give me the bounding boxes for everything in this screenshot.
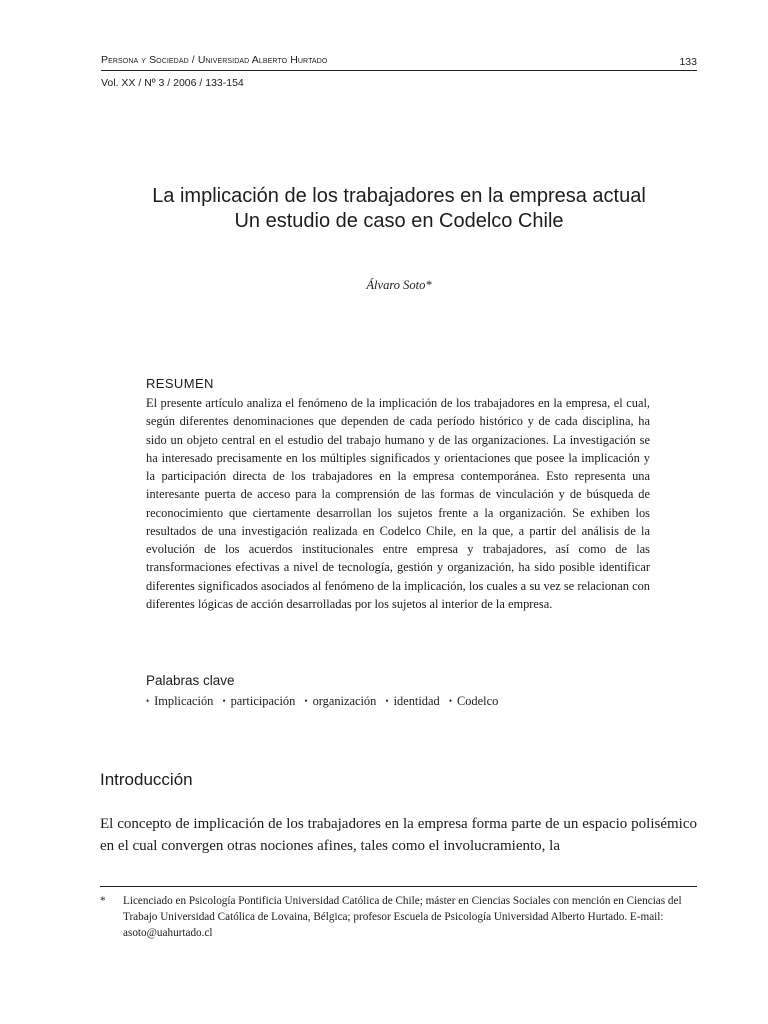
bullet-icon: • [222, 696, 226, 706]
issue-info: Vol. XX / Nº 3 / 2006 / 133-154 [101, 77, 244, 89]
abstract-section [146, 376, 650, 613]
journal-name: Persona y Sociedad / Universidad Alberto Hurtado [101, 54, 328, 66]
footnote-row [100, 893, 697, 941]
bullet-icon: • [385, 696, 389, 706]
page-number: 133 [679, 56, 697, 68]
footnote-text: Licenciado en Psicología Pontificia Universidad Católica de Chile; máster en Ciencias Sociales con mención en Ciencias del Trabajo Universidad Católica de Lovaina, Bélgica; profesor Escuela de Psicología Universidad Alberto Hurtado. E-mail: asoto@uahurtado.cl [123, 895, 682, 939]
abstract-body: El presente artículo analiza el fenómeno de la implicación de los trabajadores en la empresa, el cual, según diferentes denominaciones que dependen de cada período histórico y de cada disciplina, ha sido un objeto central en el estudio del trabajo humano y de las organizaciones. La investigación se ha interesado precisamente en los múltiples significados y orientaciones que posee la implicación y la participación directa de los trabajadores en la empresa contemporánea. Esto representa una interesante puerta de acceso para la comprensión de las formas de vinculación y de búsqueda de reconocimiento que ciertamente desarrollan los sujetos frente a la organización. Se exhiben los resultados de una investigación realizada en Codelco Chile, en la que, a partir del análisis de la evolución de los acuerdos institucionales entre empresa y trabajadores, así como de las transformaciones efectivas a nivel de tecnología, gestión y organización, ha sido posible identificar diferentes significados asociados al fenómeno de la implicación, los cuales a su vez se relacionan con diferentes lógicas de acción desarrolladas por los sujetos al interior de la empresa. [146, 396, 650, 611]
introduction-paragraph: El concepto de implicación de los trabajadores en la empresa forma parte de un espacio polisémico en el cual convergen otras nociones afines, tales como el involucramiento, la [100, 816, 697, 854]
bullet-icon: • [146, 696, 150, 706]
journal-line [101, 54, 697, 68]
header-rule [101, 70, 697, 71]
section-heading: Introducción [100, 770, 193, 789]
keyword-item [449, 692, 498, 710]
author-name: Álvaro Soto* [366, 278, 432, 292]
title-line-1: La implicación de los trabajadores en la empresa actual [152, 185, 646, 207]
footnote-mark: * [100, 895, 106, 907]
keyword-label: identidad [393, 694, 440, 708]
keywords-section [146, 673, 650, 710]
keyword-label: Implicación [154, 694, 214, 708]
keyword-label: Codelco [456, 694, 499, 708]
keyword-item [304, 692, 376, 710]
abstract-heading: RESUMEN [146, 376, 214, 391]
article-title [100, 184, 698, 234]
title-line-2: Un estudio de caso en Codelco Chile [234, 210, 564, 232]
keyword-item [146, 692, 213, 710]
keyword-label: organización [312, 694, 377, 708]
footnote-rule [100, 886, 697, 887]
footnote [100, 886, 697, 941]
keyword-item [385, 692, 439, 710]
keyword-label: participación [230, 694, 296, 708]
bullet-icon: • [304, 696, 308, 706]
running-head [101, 54, 697, 90]
bullet-icon: • [448, 696, 452, 706]
keyword-item [222, 692, 295, 710]
keyword-list [146, 692, 650, 710]
keywords-heading: Palabras clave [146, 673, 235, 688]
